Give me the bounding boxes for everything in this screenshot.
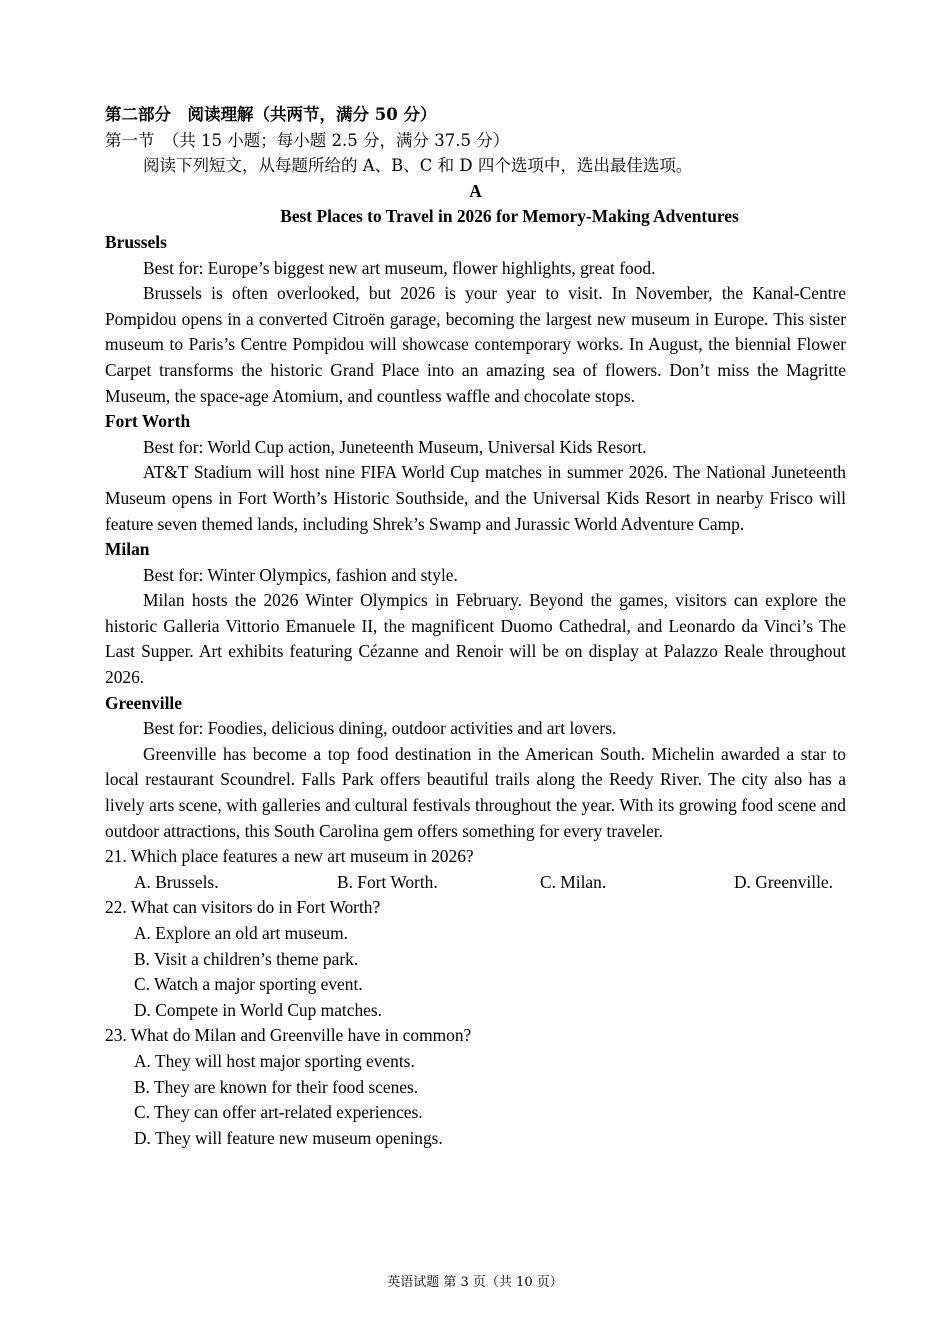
option-b[interactable]: B. Fort Worth. <box>337 871 438 892</box>
passage-title: Best Places to Travel in 2026 for Memory-Making Adventures <box>280 206 739 227</box>
place-best-for: Best for: Foodies, delicious dining, outdoor activities and art lovers. <box>143 718 617 739</box>
section-header: 第二部分 阅读理解（共两节，满分 50 分） <box>105 105 437 124</box>
place-heading: Milan <box>105 539 150 560</box>
option-a[interactable]: A. Explore an old art museum. <box>134 923 348 943</box>
question-stem: 21. Which place features a new art museum in 2026? <box>105 846 474 867</box>
question-stem: 22. What can visitors do in Fort Worth? <box>105 897 381 918</box>
option-b[interactable]: B. Visit a children’s theme park. <box>134 948 359 969</box>
question-stem: 23. What do Milan and Greenville have in common? <box>105 1025 472 1046</box>
place-description: Brussels is often overlooked, but 2026 is your year to visit. In November, the Kanal-Centre Pompidou opens in a converted Citroën garage, becoming the largest new museum in Europe. This sister museum to Paris’s Centre Pompidou will showcase contemporary works. In August, the biennial Flower Carpet transforms the historic Grand Place into an amazing sea of flowers. Don’t miss the Magritte Museum, the space-age Atomium, and countless waffle and chocolate stops. <box>105 283 846 406</box>
place-milan <box>105 537 846 691</box>
question-22 <box>105 895 846 1023</box>
option-a[interactable]: A. Brussels. <box>134 871 219 892</box>
place-heading: Greenville <box>105 692 182 713</box>
place-description: AT&T Stadium will host nine FIFA World Cup matches in summer 2026. The National Juneteenth Museum opens in Fort Worth’s Historic Southside, and the Universal Kids Resort in nearby Frisco will feature seven themed lands, including Shrek’s Swamp and Jurassic World Adventure Camp. <box>105 462 846 534</box>
option-c[interactable]: C. Milan. <box>540 871 607 892</box>
page-footer: 英语试题 第 3 页（共 10 页） <box>387 1275 563 1290</box>
place-best-for: Best for: World Cup action, Juneteenth Museum, Universal Kids Resort. <box>143 436 647 457</box>
place-heading: Fort Worth <box>105 411 191 432</box>
place-heading: Brussels <box>105 231 167 252</box>
place-description: Greenville has become a top food destination in the American South. Michelin awarded a star to local restaurant Scoundrel. Falls Park offers beautiful trails along the Reedy River. The city also has a lively arts scene, with galleries and cultural festivals throughout the year. With its growing food scene and outdoor attractions, this South Carolina gem offers something for every traveler. <box>105 743 846 841</box>
place-greenville <box>105 691 846 845</box>
option-c[interactable]: C. Watch a major sporting event. <box>134 974 363 995</box>
option-d[interactable]: D. They will feature new museum openings. <box>134 1127 443 1148</box>
option-d[interactable]: D. Compete in World Cup matches. <box>134 999 382 1020</box>
question-23 <box>105 1023 846 1151</box>
instruction: 阅读下列短文，从每题所给的 A、B、C 和 D 四个选项中，选出最佳选项。 <box>143 156 693 176</box>
options-row <box>105 870 846 896</box>
option-c[interactable]: C. They can offer art-related experiences. <box>134 1102 423 1123</box>
option-b[interactable]: B. They are known for their food scenes. <box>134 1076 419 1097</box>
document-page <box>105 102 846 1151</box>
place-best-for: Best for: Winter Olympics, fashion and style. <box>143 564 458 585</box>
option-d[interactable]: D. Greenville. <box>734 871 833 892</box>
passage-letter: A <box>469 180 482 201</box>
question-21 <box>105 844 846 895</box>
place-best-for: Best for: Europe’s biggest new art museum, flower highlights, great food. <box>143 257 656 278</box>
place-description: Milan hosts the 2026 Winter Olympics in February. Beyond the games, visitors can explore the historic Galleria Vittorio Emanuele II, the magnificent Duomo Cathedral, and Leonardo da Vinci’s The Last Supper. Art exhibits featuring Cézanne and Renoir will be on display at Palazzo Reale throughout 2026. <box>105 590 846 688</box>
place-brussels <box>105 230 846 409</box>
place-fort-worth <box>105 409 846 537</box>
subsection-header: 第一节 （共 15 小题；每小题 2.5 分，满分 37.5 分） <box>105 130 510 150</box>
option-a[interactable]: A. They will host major sporting events. <box>134 1050 415 1071</box>
